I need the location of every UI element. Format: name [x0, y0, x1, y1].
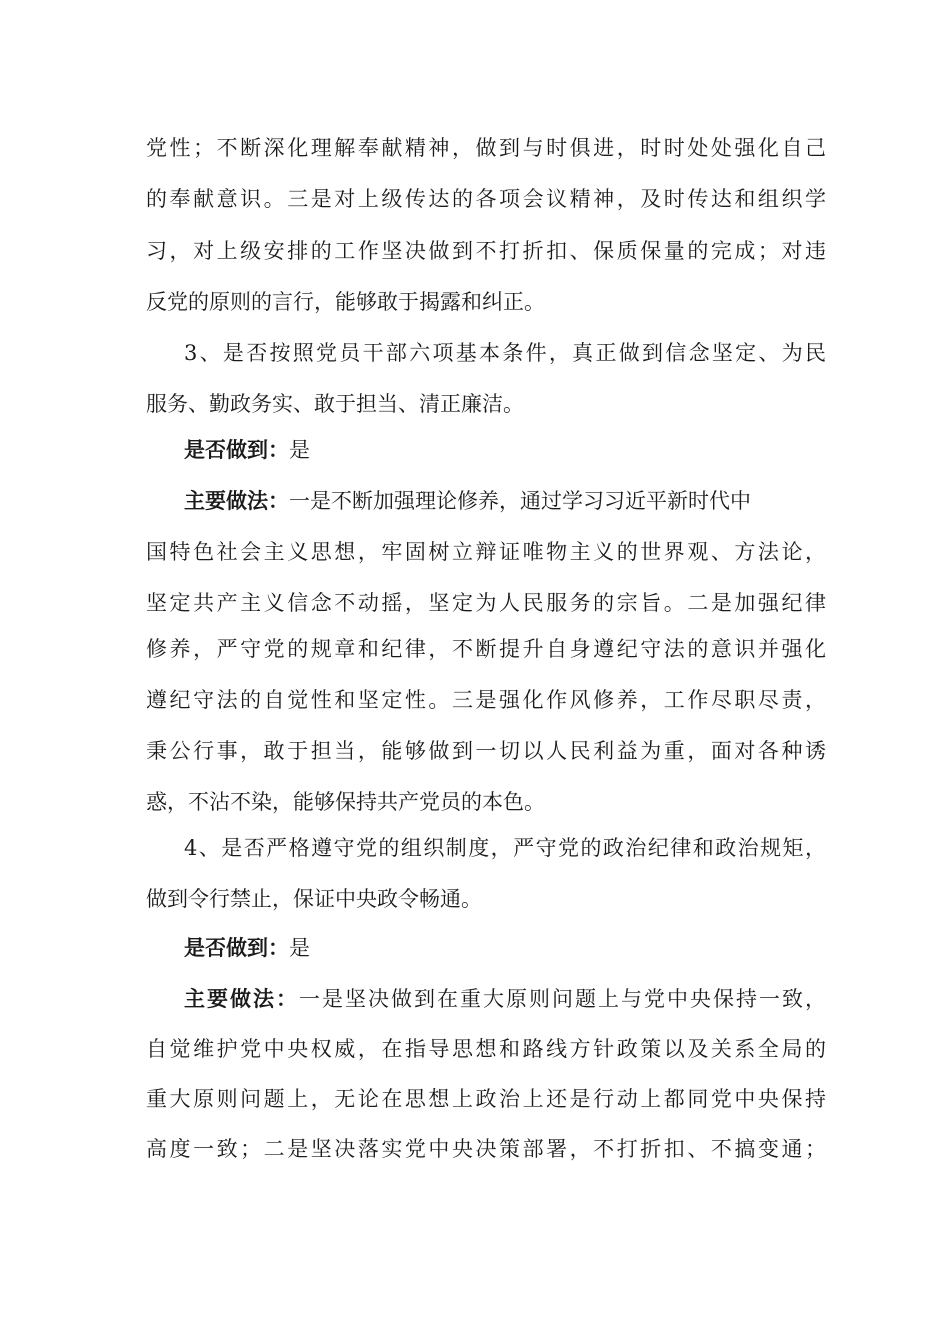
- done-label-row: [184, 933, 826, 963]
- body-text-line: 反党的原则的言行，能够敢于揭露和纠正。: [146, 290, 545, 314]
- done-label-row: [184, 435, 826, 465]
- done-label: 是否做到：: [184, 437, 289, 462]
- item-4-heading: 4、是否严格遵守党的组织制度，严守党的政治纪律和政治规矩，: [184, 836, 826, 860]
- body-text-line: 党性；不断深化理解奉献精神，做到与时俱进，时时处处强化自己: [146, 136, 826, 160]
- body-text-line: 遵纪守法的自觉性和坚定性。三是强化作风修养，工作尽职尽责，: [146, 688, 826, 712]
- body-text-line: 自觉维护党中央权威，在指导思想和路线方针政策以及关系全局的: [146, 1037, 826, 1061]
- done-value: 是: [289, 936, 310, 960]
- body-text-line: 修养，严守党的规章和纪律，不断提升自身遵纪守法的意识并强化: [146, 637, 826, 661]
- item-3-heading: 3、是否按照党员干部六项基本条件，真正做到信念坚定、为民: [184, 341, 826, 365]
- body-text-line: 高度一致；二是坚决落实党中央决策部署，不打折扣、不搞变通；: [146, 1137, 826, 1161]
- method-row: [184, 984, 826, 1014]
- body-text-line: 重大原则问题上，无论在思想上政治上还是行动上都同党中央保持: [146, 1087, 826, 1111]
- body-text-line: 的奉献意识。三是对上级传达的各项会议精神，及时传达和组织学: [146, 187, 826, 211]
- method-label: 主要做法：: [184, 488, 289, 513]
- method-label: 主要做法：: [184, 986, 299, 1011]
- body-text-line: 国特色社会主义思想，牢固树立辩证唯物主义的世界观、方法论，: [146, 540, 826, 564]
- body-text-line: 惑，不沾不染，能够保持共产党员的本色。: [146, 790, 545, 814]
- body-text-line: 坚定共产主义信念不动摇，坚定为人民服务的宗旨。二是加强纪律: [146, 591, 826, 615]
- method-text: 一是坚决做到在重大原则问题上与党中央保持一致，: [299, 987, 826, 1011]
- done-label: 是否做到：: [184, 935, 289, 960]
- item-3-heading-cont: 服务、勤政务实、敢于担当、清正廉洁。: [146, 392, 524, 416]
- done-value: 是: [289, 438, 310, 462]
- method-text: 一是不断加强理论修养，通过学习习近平新时代中: [289, 489, 751, 513]
- item-4-heading-cont: 做到令行禁止，保证中央政令畅通。: [146, 887, 482, 911]
- body-text-line: 秉公行事，敢于担当，能够做到一切以人民利益为重，面对各种诱: [146, 739, 826, 763]
- method-row: [184, 486, 826, 516]
- body-text-line: 习，对上级安排的工作坚决做到不打折扣、保质保量的完成；对违: [146, 239, 826, 263]
